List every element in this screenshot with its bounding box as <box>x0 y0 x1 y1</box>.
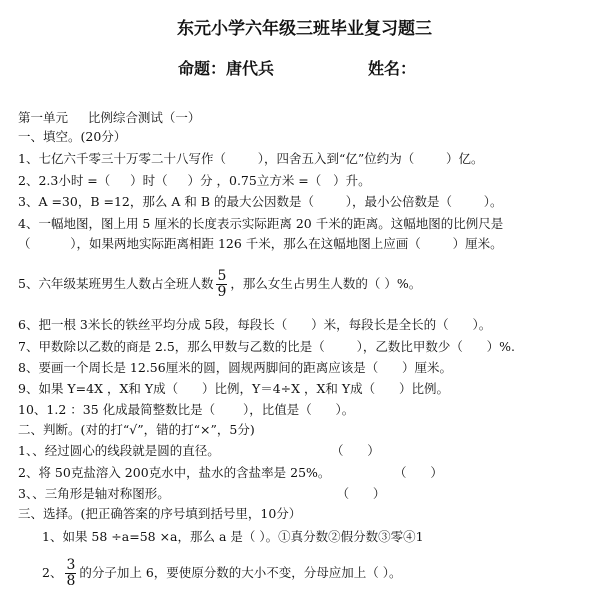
question-10: 10、1.2 ：35 化成最简整数比是（ ），比值是（ ）。 <box>18 402 355 417</box>
fraction-3-8 <box>65 558 76 589</box>
question-9: 9、如果 Y=4X ，X和 Y成（ ）比例，Y＝4÷X ，X和 Y成（ ）比例。 <box>18 381 449 396</box>
author-line: 命题：唐代兵 <box>178 59 275 78</box>
question-8: 8、要画一个周长是 12.56厘米的圆，圆规两脚间的距离应该是（ ）厘米。 <box>18 360 453 375</box>
fraction-5-9 <box>216 269 227 300</box>
name-label: 姓名： <box>368 59 417 78</box>
choice-2-text: 的分子加上 6，要使原分数的大小不变，分母应加上（ ）。 <box>79 565 402 580</box>
choice-1: 1、如果 58 ÷a=58 ×a，那么 a 是（ ）。①真分数②假分数③零④1 <box>42 529 424 544</box>
question-5 <box>18 267 421 301</box>
judge-1: 1、、经过圆心的线段就是圆的直径。 （ ） <box>18 443 380 458</box>
question-4-line-2: （ ），如果两地实际距离相距 126 千米，那么在这幅地图上应画（ ）厘米。 <box>18 236 503 251</box>
section-fill-heading: 一、填空。(20分） <box>18 129 127 144</box>
choice-2-prefix: 2、 <box>42 565 63 580</box>
fraction-numerator: 3 <box>66 557 76 573</box>
question-7: 7、甲数除以乙数的商是 2.5，那么甲数与乙数的比是（ ），乙数比甲数少（ ）%. <box>18 339 516 354</box>
question-6: 6、把一根 3米长的铁丝平均分成 5段，每段长（ ）米，每段长是全长的（ ）。 <box>18 317 492 332</box>
section-choose-heading: 三、选择。(把正确答案的序号填到括号里，10分） <box>18 506 302 521</box>
question-5-text: 5、六年级某班男生人数占全班人数 <box>18 276 214 291</box>
judge-2: 2、将 50克盐溶入 200克水中，盐水的含盐率是 25%。 （ ） <box>18 465 443 480</box>
question-1: 1、七亿六千零三十万零二十八写作（ ），四舍五入到“亿”位约为（ ）亿。 <box>18 151 484 166</box>
page-title: 东元小学六年级三班毕业复习题三 <box>177 19 432 39</box>
judge-3: 3、、三角形是轴对称图形。 （ ） <box>18 486 386 501</box>
question-4-line-1: 4、一幅地图，图上用 5 厘米的长度表示实际距离 20 千米的距离。这幅地图的比例尺是 <box>18 216 504 231</box>
choice-2 <box>42 555 402 591</box>
question-2: 2、2.3小时 =（ ）时（ ）分 ，0.75立方米 =（ ）升。 <box>18 173 371 188</box>
unit-heading: 第一单元 比例综合测试（一） <box>18 110 201 125</box>
question-3: 3、A =30，B =12，那么 A 和 B 的最大公因数是（ ），最小公倍数是（ ）。 <box>18 194 503 209</box>
fraction-denominator: 9 <box>217 284 227 300</box>
section-judge-heading: 二、判断。(对的打“√”，错的打“×”，5分) <box>18 422 255 437</box>
question-5-text-end: ，那么女生占男生人数的（ ）%。 <box>230 276 422 291</box>
fraction-denominator: 8 <box>66 573 76 589</box>
fraction-numerator: 5 <box>217 268 227 284</box>
